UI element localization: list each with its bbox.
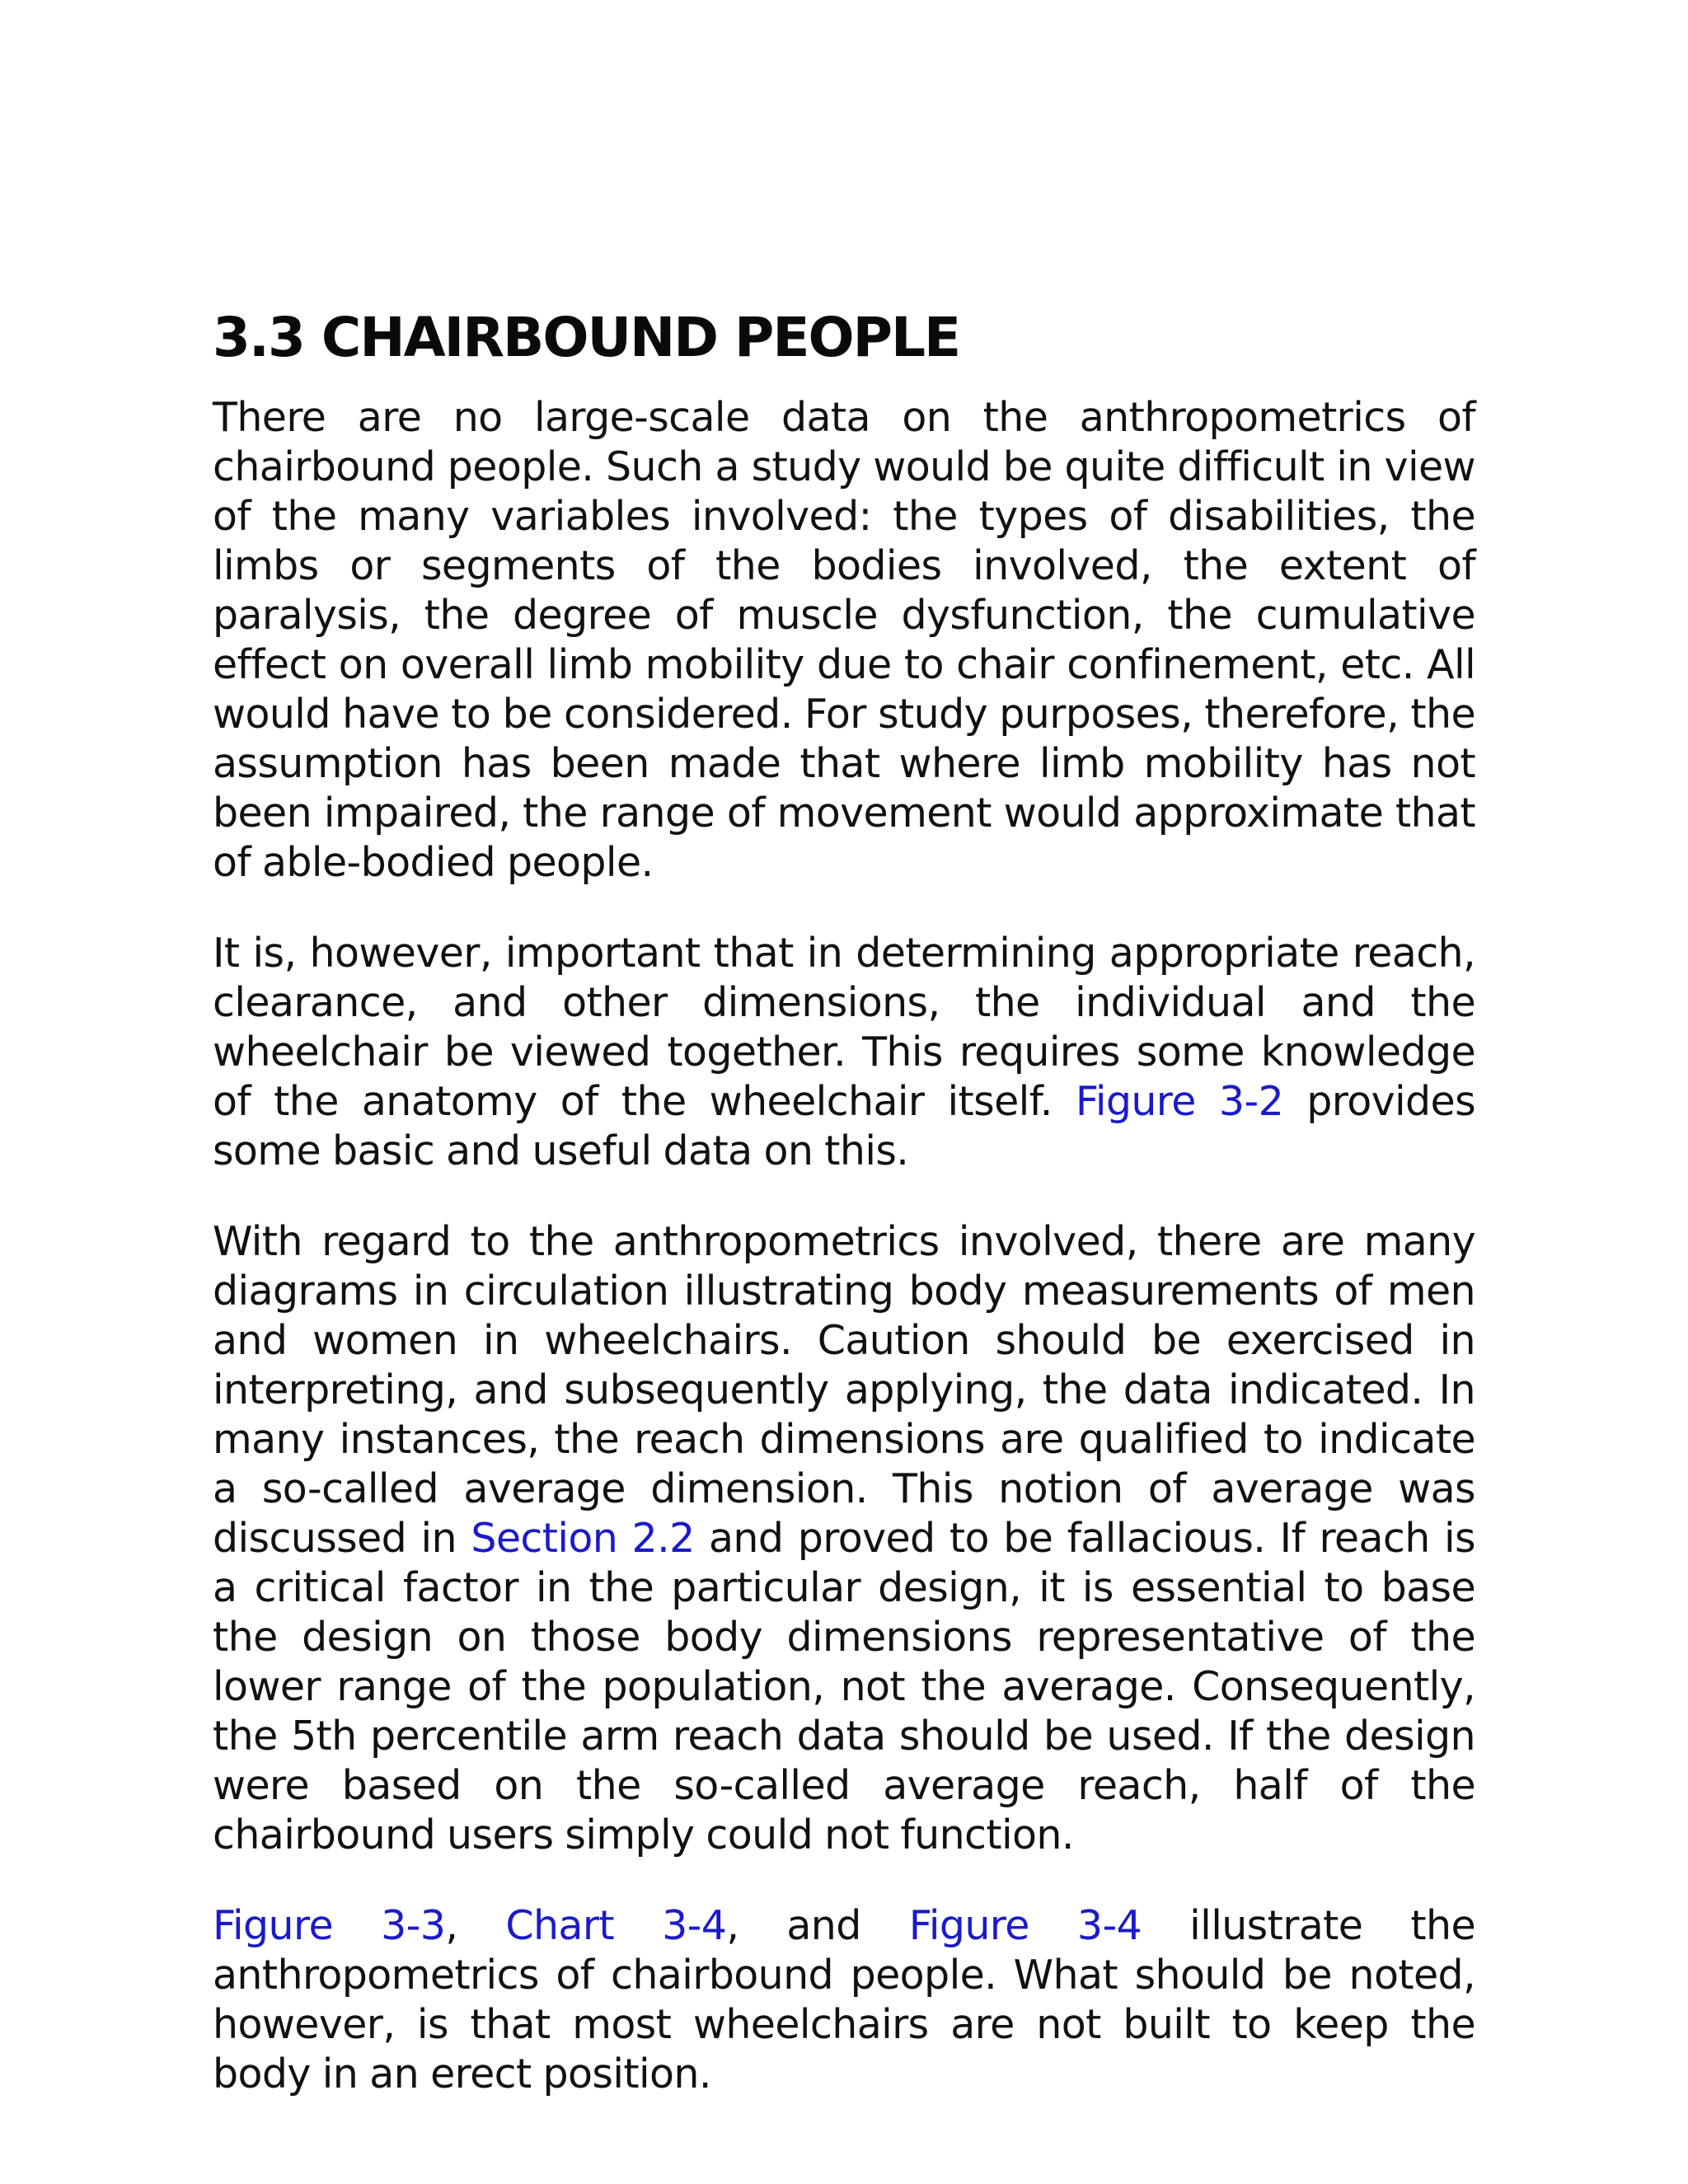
paragraph-1: There are no large-scale data on the anthropometrics of chairbound people. Such a study would be quite difficult in view of the many variables involved: the types of disabilities, the limbs or segments of the bodies involved, the extent of paralysis, the degree of muscle dysfunction, the cumulative effect on overall limb mobility due to chair confinement, etc. All would have to be considered. For study purposes, therefore, the assumption has been made that where limb mobility has not been impaired, the range of movement would approximate that of able-bodied people. xyxy=(213,394,1475,886)
paragraph-2-text-after: provides some basic and useful data on this. xyxy=(213,1078,1475,1174)
figure-3-3-link[interactable]: Figure 3-3 xyxy=(213,1902,446,1949)
paragraph-3-text-after: and proved to be fallacious. If reach is a critical factor in the particular design, it is essential to base the design on those body dimensions representative of the lower range of the population, not the average. Consequently, the 5th percentile arm reach data should be used. If the design were based on the so-called average reach, half of the chairbound users simply could not function. xyxy=(213,1515,1475,1858)
paragraph-4 xyxy=(213,1901,1475,2099)
section-2-2-link[interactable]: Section 2.2 xyxy=(471,1515,695,1562)
paragraph-4-text-after: illustrate the anthropometrics of chairbound people. What should be noted, however, is that most wheelchairs are not built to keep the body in an erect position. xyxy=(213,1902,1476,2097)
figure-3-2-link[interactable]: Figure 3-2 xyxy=(1075,1078,1284,1125)
paragraph-2-text-before: It is, however, important that in determining appropriate reach, clearance, and other dimensions, the individual and the wheelchair be viewed together. This requires some knowledge of the anatomy of the wheelchair itself. xyxy=(213,930,1475,1125)
figure-3-4-link[interactable]: Figure 3-4 xyxy=(908,1902,1142,1949)
paragraph-3 xyxy=(213,1217,1475,1860)
paragraph-4-separator-1: , xyxy=(445,1902,506,1949)
section-heading: 3.3 CHAIRBOUND PEOPLE xyxy=(213,306,960,369)
paragraph-2 xyxy=(213,929,1475,1176)
paragraph-3-text-before: With regard to the anthropometrics involved, there are many diagrams in circulation illustrating body measurements of men and women in wheelchairs. Caution should be exercised in interpreting, and subsequently applying, the data indicated. In many instances, the reach dimensions are qualified to indicate a so-called average dimension. This notion of average was discussed in xyxy=(213,1218,1475,1562)
chart-3-4-link[interactable]: Chart 3-4 xyxy=(505,1902,727,1949)
paragraph-4-separator-2: , and xyxy=(726,1902,909,1949)
document-page xyxy=(213,301,1475,2140)
